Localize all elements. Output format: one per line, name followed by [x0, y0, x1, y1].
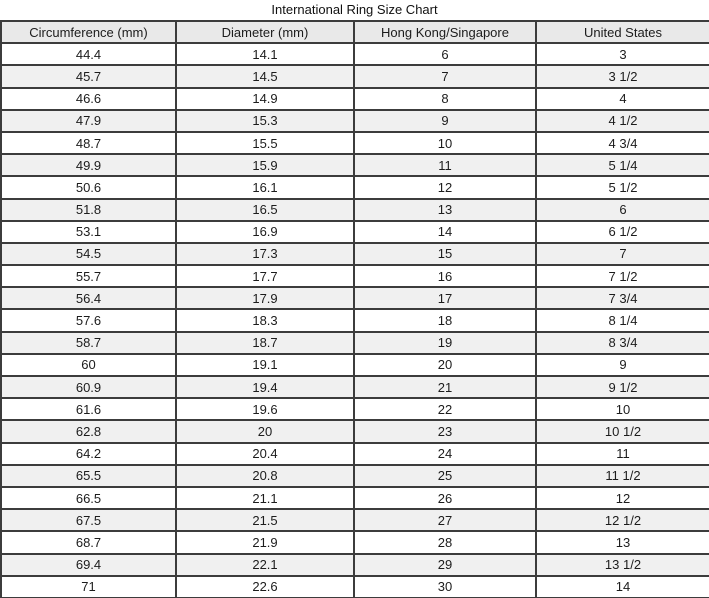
table-cell: 19.4 — [176, 376, 354, 398]
table-row — [1, 65, 709, 87]
table-cell: 20.8 — [176, 465, 354, 487]
table-cell: 17.9 — [176, 287, 354, 309]
table-cell: 10 — [354, 132, 536, 154]
table-cell: 14.5 — [176, 65, 354, 87]
table-cell: 24 — [354, 443, 536, 465]
table-cell: 7 3/4 — [536, 287, 709, 309]
table-row — [1, 88, 709, 110]
table-row — [1, 176, 709, 198]
table-cell: 13 — [354, 199, 536, 221]
table-cell: 8 1/4 — [536, 309, 709, 331]
table-cell: 51.8 — [1, 199, 176, 221]
table-cell: 48.7 — [1, 132, 176, 154]
table-cell: 66.5 — [1, 487, 176, 509]
table-row — [1, 309, 709, 331]
table-cell: 25 — [354, 465, 536, 487]
table-cell: 15 — [354, 243, 536, 265]
table-row — [1, 443, 709, 465]
table-row — [1, 398, 709, 420]
table-cell: 11 — [536, 443, 709, 465]
table-cell: 18 — [354, 309, 536, 331]
table-cell: 4 — [536, 88, 709, 110]
column-header-hong-kong-singapore: Hong Kong/Singapore — [354, 21, 536, 43]
table-row — [1, 487, 709, 509]
page-title: International Ring Size Chart — [271, 2, 438, 17]
table-cell: 21.9 — [176, 531, 354, 553]
table-cell: 7 1/2 — [536, 265, 709, 287]
table-row — [1, 221, 709, 243]
table-row — [1, 154, 709, 176]
table-cell: 28 — [354, 531, 536, 553]
table-row — [1, 332, 709, 354]
table-cell: 16.1 — [176, 176, 354, 198]
table-cell: 7 — [536, 243, 709, 265]
table-cell: 10 — [536, 398, 709, 420]
table-cell: 68.7 — [1, 531, 176, 553]
table-cell: 8 3/4 — [536, 332, 709, 354]
table-cell: 53.1 — [1, 221, 176, 243]
table-cell: 22.1 — [176, 554, 354, 576]
table-cell: 9 — [536, 354, 709, 376]
table-row — [1, 354, 709, 376]
table-cell: 9 1/2 — [536, 376, 709, 398]
table-cell: 67.5 — [1, 509, 176, 531]
table-cell: 17 — [354, 287, 536, 309]
table-row — [1, 132, 709, 154]
header-row — [1, 21, 709, 43]
column-header-circumference: Circumference (mm) — [1, 21, 176, 43]
table-row — [1, 287, 709, 309]
table-row — [1, 199, 709, 221]
table-cell: 6 — [354, 43, 536, 65]
table-cell: 60.9 — [1, 376, 176, 398]
table-cell: 46.6 — [1, 88, 176, 110]
table-body — [1, 43, 709, 598]
table-cell: 23 — [354, 420, 536, 442]
table-cell: 49.9 — [1, 154, 176, 176]
table-row — [1, 43, 709, 65]
table-cell: 3 1/2 — [536, 65, 709, 87]
table-row — [1, 110, 709, 132]
table-cell: 11 — [354, 154, 536, 176]
table-cell: 47.9 — [1, 110, 176, 132]
table-row — [1, 265, 709, 287]
column-header-united-states: United States — [536, 21, 709, 43]
table-cell: 13 — [536, 531, 709, 553]
table-cell: 60 — [1, 354, 176, 376]
table-cell: 16 — [354, 265, 536, 287]
table-cell: 45.7 — [1, 65, 176, 87]
table-cell: 62.8 — [1, 420, 176, 442]
table-cell: 71 — [1, 576, 176, 598]
table-cell: 10 1/2 — [536, 420, 709, 442]
table-cell: 14.9 — [176, 88, 354, 110]
table-cell: 69.4 — [1, 554, 176, 576]
table-cell: 22.6 — [176, 576, 354, 598]
table-cell: 12 — [536, 487, 709, 509]
table-cell: 18.3 — [176, 309, 354, 331]
table-cell: 13 1/2 — [536, 554, 709, 576]
table-cell: 21 — [354, 376, 536, 398]
table-cell: 17.7 — [176, 265, 354, 287]
table-cell: 16.9 — [176, 221, 354, 243]
table-cell: 30 — [354, 576, 536, 598]
table-cell: 4 1/2 — [536, 110, 709, 132]
table-cell: 8 — [354, 88, 536, 110]
table-cell: 20 — [176, 420, 354, 442]
table-cell: 58.7 — [1, 332, 176, 354]
table-cell: 12 1/2 — [536, 509, 709, 531]
table-cell: 9 — [354, 110, 536, 132]
table-cell: 26 — [354, 487, 536, 509]
table-cell: 29 — [354, 554, 536, 576]
column-header-diameter: Diameter (mm) — [176, 21, 354, 43]
table-cell: 6 — [536, 199, 709, 221]
table-row — [1, 554, 709, 576]
table-row — [1, 509, 709, 531]
table-row — [1, 531, 709, 553]
table-row — [1, 420, 709, 442]
table-cell: 57.6 — [1, 309, 176, 331]
table-cell: 14.1 — [176, 43, 354, 65]
table-cell: 20.4 — [176, 443, 354, 465]
table-cell: 12 — [354, 176, 536, 198]
table-cell: 27 — [354, 509, 536, 531]
table-cell: 11 1/2 — [536, 465, 709, 487]
table-cell: 19.1 — [176, 354, 354, 376]
table-row — [1, 376, 709, 398]
table-cell: 5 1/4 — [536, 154, 709, 176]
table-cell: 20 — [354, 354, 536, 376]
table-cell: 15.3 — [176, 110, 354, 132]
table-cell: 19.6 — [176, 398, 354, 420]
table-cell: 61.6 — [1, 398, 176, 420]
table-cell: 14 — [536, 576, 709, 598]
table-cell: 3 — [536, 43, 709, 65]
table-row — [1, 465, 709, 487]
table-cell: 18.7 — [176, 332, 354, 354]
table-cell: 4 3/4 — [536, 132, 709, 154]
table-cell: 17.3 — [176, 243, 354, 265]
table-cell: 6 1/2 — [536, 221, 709, 243]
table-row — [1, 243, 709, 265]
table-cell: 14 — [354, 221, 536, 243]
table-cell: 54.5 — [1, 243, 176, 265]
table-cell: 65.5 — [1, 465, 176, 487]
table-cell: 15.5 — [176, 132, 354, 154]
table-cell: 50.6 — [1, 176, 176, 198]
table-cell: 21.5 — [176, 509, 354, 531]
table-row — [1, 576, 709, 598]
table-cell: 15.9 — [176, 154, 354, 176]
table-cell: 22 — [354, 398, 536, 420]
table-cell: 56.4 — [1, 287, 176, 309]
table-header — [1, 21, 709, 43]
table-cell: 19 — [354, 332, 536, 354]
ring-size-table — [0, 20, 709, 598]
table-cell: 7 — [354, 65, 536, 87]
table-cell: 5 1/2 — [536, 176, 709, 198]
table-cell: 44.4 — [1, 43, 176, 65]
table-cell: 16.5 — [176, 199, 354, 221]
table-cell: 21.1 — [176, 487, 354, 509]
table-cell: 55.7 — [1, 265, 176, 287]
table-cell: 64.2 — [1, 443, 176, 465]
